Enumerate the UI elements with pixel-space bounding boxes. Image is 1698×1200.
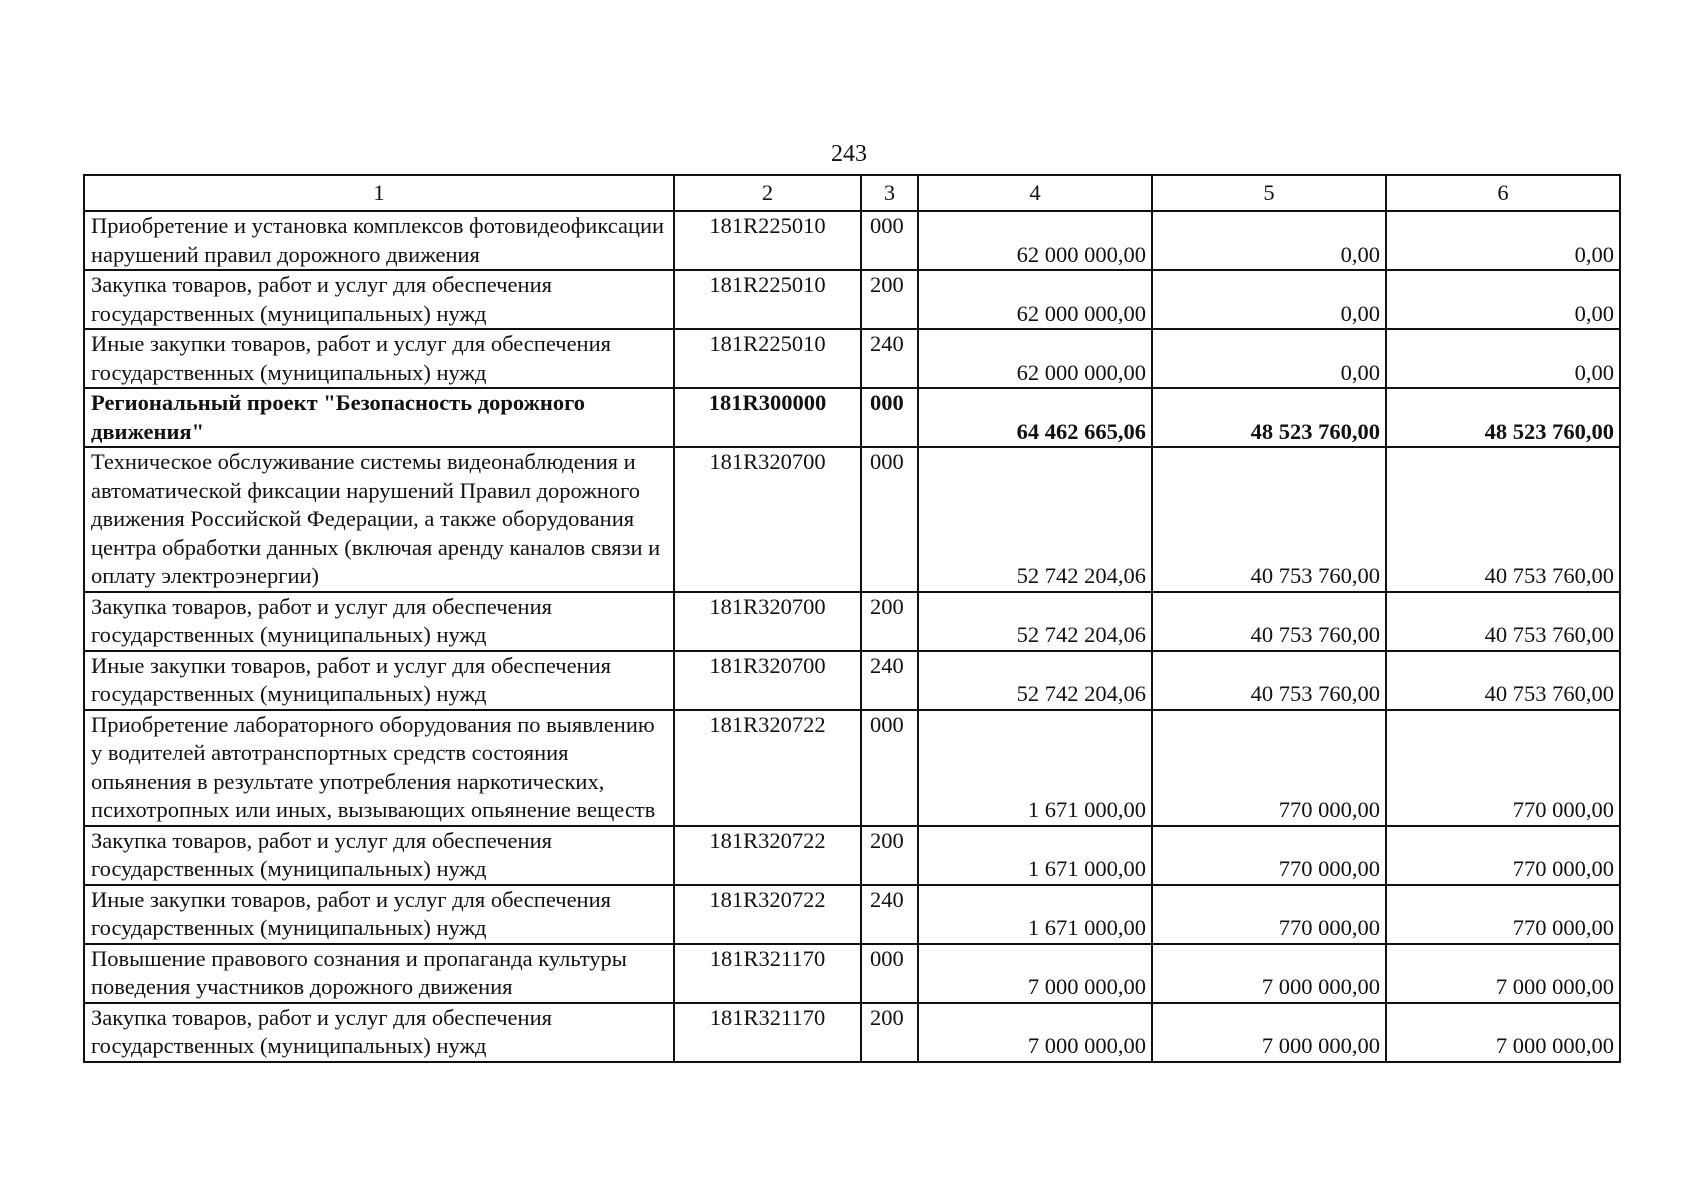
row-amount-col-6: 0,00 [1386, 270, 1620, 329]
header-col-1: 1 [84, 175, 674, 211]
row-type-code: 000 [861, 710, 918, 826]
header-col-2: 2 [674, 175, 861, 211]
row-amount-col-5: 0,00 [1152, 211, 1386, 270]
row-amount-col-4: 62 000 000,00 [918, 211, 1152, 270]
row-type-code: 000 [861, 944, 918, 1003]
row-amount-col-5: 770 000,00 [1152, 710, 1386, 826]
row-amount-col-6: 0,00 [1386, 329, 1620, 388]
row-amount-col-4: 1 671 000,00 [918, 710, 1152, 826]
table-row [84, 710, 1620, 826]
row-type-code: 240 [861, 651, 918, 710]
row-type-code: 000 [861, 447, 918, 592]
row-amount-col-6: 40 753 760,00 [1386, 447, 1620, 592]
row-amount-col-5: 7 000 000,00 [1152, 944, 1386, 1003]
row-amount-col-4: 7 000 000,00 [918, 1003, 1152, 1062]
row-type-code: 200 [861, 1003, 918, 1062]
row-amount-col-4: 52 742 204,06 [918, 592, 1152, 651]
row-amount-col-4: 1 671 000,00 [918, 885, 1152, 944]
row-amount-col-6: 770 000,00 [1386, 826, 1620, 885]
table-row [84, 329, 1620, 388]
table-row [84, 592, 1620, 651]
row-code: 181R225010 [674, 270, 861, 329]
row-name: Закупка товаров, работ и услуг для обеспечения государственных (муниципальных) нужд [84, 1003, 674, 1062]
row-code: 181R300000 [674, 388, 861, 447]
budget-table [83, 174, 1621, 1063]
row-amount-col-6: 770 000,00 [1386, 885, 1620, 944]
row-amount-col-4: 62 000 000,00 [918, 329, 1152, 388]
row-amount-col-5: 770 000,00 [1152, 826, 1386, 885]
row-name: Региональный проект "Безопасность дорожного движения" [84, 388, 674, 447]
row-name: Иные закупки товаров, работ и услуг для обеспечения государственных (муниципальных) нужд [84, 329, 674, 388]
table-row [84, 447, 1620, 592]
row-code: 181R320700 [674, 447, 861, 592]
row-amount-col-5: 40 753 760,00 [1152, 447, 1386, 592]
row-amount-col-6: 0,00 [1386, 211, 1620, 270]
header-col-4: 4 [918, 175, 1152, 211]
row-code: 181R320700 [674, 592, 861, 651]
row-amount-col-4: 52 742 204,06 [918, 447, 1152, 592]
table-row [84, 885, 1620, 944]
row-code: 181R320722 [674, 826, 861, 885]
row-type-code: 200 [861, 826, 918, 885]
row-name: Повышение правового сознания и пропаганда культуры поведения участников дорожного движения [84, 944, 674, 1003]
table-row [84, 388, 1620, 447]
row-type-code: 240 [861, 885, 918, 944]
row-amount-col-6: 40 753 760,00 [1386, 651, 1620, 710]
row-amount-col-4: 64 462 665,06 [918, 388, 1152, 447]
row-code: 181R320722 [674, 885, 861, 944]
row-type-code: 240 [861, 329, 918, 388]
row-code: 181R225010 [674, 211, 861, 270]
row-code: 181R321170 [674, 1003, 861, 1062]
row-name: Приобретение лабораторного оборудования по выявлению у водителей автотранспортных средств состояния опьянения в результате употребления наркотических, психотропных или иных, вызывающих опьянение веществ [84, 710, 674, 826]
table-row [84, 944, 1620, 1003]
row-name: Техническое обслуживание системы видеонаблюдения и автоматической фиксации нарушений Правил дорожного движения Российской Федерации, а также оборудования центра обработки данных (включая аренду каналов связи и оплату электроэнергии) [84, 447, 674, 592]
row-name: Закупка товаров, работ и услуг для обеспечения государственных (муниципальных) нужд [84, 592, 674, 651]
row-amount-col-6: 7 000 000,00 [1386, 1003, 1620, 1062]
row-amount-col-5: 0,00 [1152, 329, 1386, 388]
row-code: 181R320700 [674, 651, 861, 710]
row-name: Закупка товаров, работ и услуг для обеспечения государственных (муниципальных) нужд [84, 826, 674, 885]
table-header-row [84, 175, 1620, 211]
row-name: Приобретение и установка комплексов фотовидеофиксации нарушений правил дорожного движения [84, 211, 674, 270]
row-type-code: 200 [861, 270, 918, 329]
row-amount-col-5: 0,00 [1152, 270, 1386, 329]
row-amount-col-5: 7 000 000,00 [1152, 1003, 1386, 1062]
row-code: 181R321170 [674, 944, 861, 1003]
row-amount-col-4: 52 742 204,06 [918, 651, 1152, 710]
header-col-5: 5 [1152, 175, 1386, 211]
row-amount-col-6: 40 753 760,00 [1386, 592, 1620, 651]
row-type-code: 000 [861, 211, 918, 270]
row-code: 181R225010 [674, 329, 861, 388]
row-amount-col-6: 7 000 000,00 [1386, 944, 1620, 1003]
row-amount-col-5: 40 753 760,00 [1152, 592, 1386, 651]
row-type-code: 200 [861, 592, 918, 651]
row-code: 181R320722 [674, 710, 861, 826]
row-amount-col-6: 48 523 760,00 [1386, 388, 1620, 447]
header-col-3: 3 [861, 175, 918, 211]
row-amount-col-4: 62 000 000,00 [918, 270, 1152, 329]
row-name: Иные закупки товаров, работ и услуг для обеспечения государственных (муниципальных) нужд [84, 651, 674, 710]
row-amount-col-5: 770 000,00 [1152, 885, 1386, 944]
row-type-code: 000 [861, 388, 918, 447]
row-amount-col-4: 7 000 000,00 [918, 944, 1152, 1003]
table-row [84, 1003, 1620, 1062]
table-row [84, 211, 1620, 270]
row-amount-col-4: 1 671 000,00 [918, 826, 1152, 885]
row-amount-col-6: 770 000,00 [1386, 710, 1620, 826]
page-number: 243 [831, 141, 867, 167]
table-row [84, 270, 1620, 329]
table-row [84, 826, 1620, 885]
row-amount-col-5: 40 753 760,00 [1152, 651, 1386, 710]
header-col-6: 6 [1386, 175, 1620, 211]
table-row [84, 651, 1620, 710]
row-name: Иные закупки товаров, работ и услуг для обеспечения государственных (муниципальных) нужд [84, 885, 674, 944]
row-name: Закупка товаров, работ и услуг для обеспечения государственных (муниципальных) нужд [84, 270, 674, 329]
row-amount-col-5: 48 523 760,00 [1152, 388, 1386, 447]
